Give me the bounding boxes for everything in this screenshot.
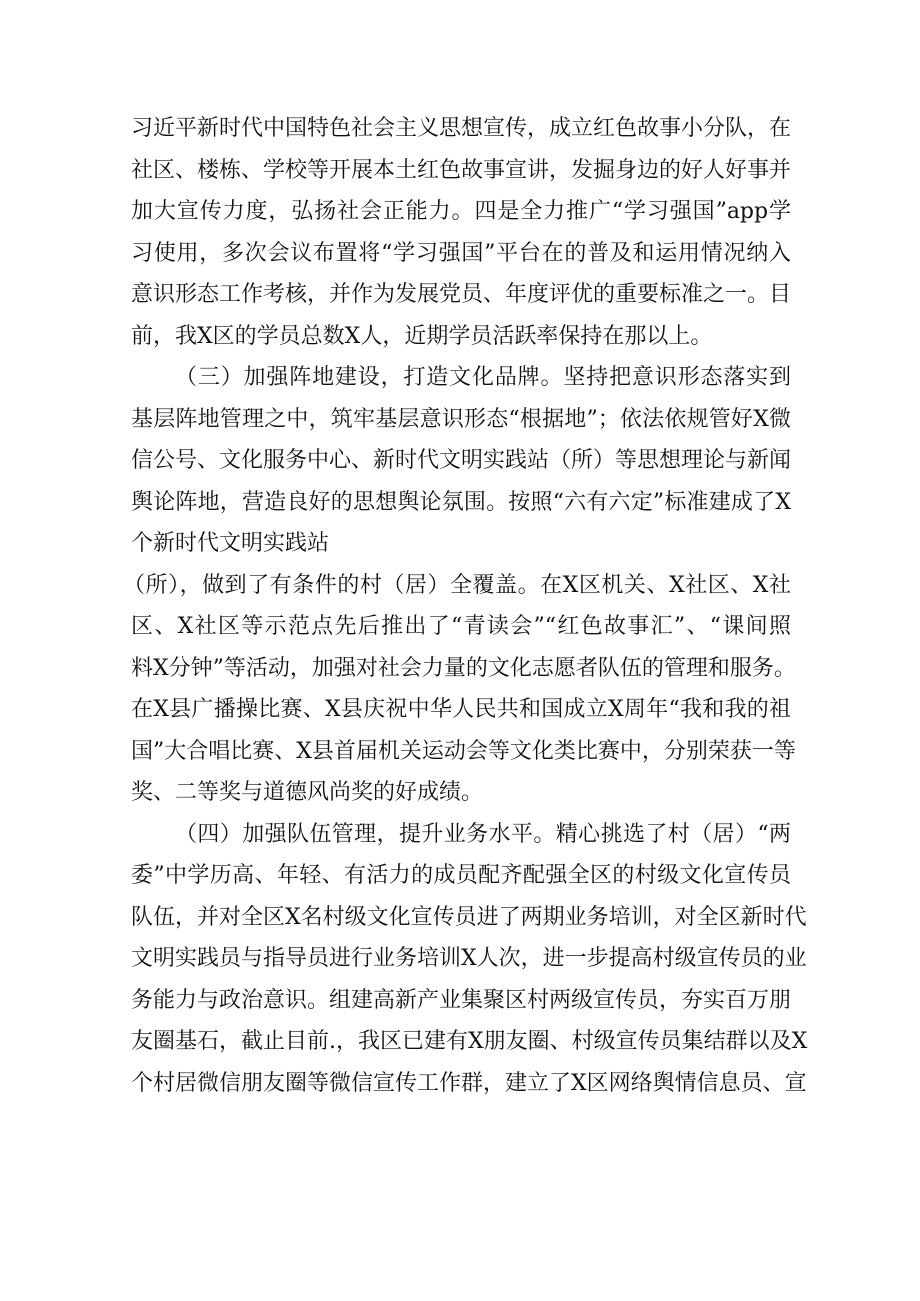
text-line: 社区、楼栋、学校等开展本土红色故事宣讲，发掘身边的好人好事并 [131,157,792,183]
text-line: 国”大合唱比赛、X县首届机关运动会等文化类比赛中，分别荣获一等 [131,738,796,764]
paragraph-1 [131,108,791,357]
text-line: 信公号、文化服务中心、新时代文明实践站（所）等思想理论与新闻 [131,448,792,473]
document-body [123,108,808,1104]
text-line: 意识形态工作考核，并作为发展党员、年度评优的重要标准之一。目 [131,282,792,307]
text-line: 习近平新时代中国特色社会主义思想宣传，成立红色故事小分队，在 [131,116,792,141]
text-line: 队伍，并对全区X名村级文化宣传员进了两期业务培训，对全区新时代 [131,904,807,930]
text-line: （所），做到了有条件的村（居）全覆盖。在X区机关、X社区、X社 [123,572,791,598]
paragraph-4 [131,814,808,1105]
text-line: （三）加强阵地建设，打造文化品牌。坚持把意识形态落实到 [175,365,791,390]
text-line: （四）加强队伍管理，提升业务水平。精心挑选了村（居）“两 [175,821,791,847]
text-line: 在X县广播操比赛、X县庆祝中华人民共和国成立X周年“我和我的祖 [131,697,791,722]
text-line: 基层阵地管理之中，筑牢基层意识形态“根据地”；依法依规管好X微 [131,406,791,432]
paragraph-3 [123,565,796,814]
paragraph-2 [131,357,791,565]
text-line: 个村居微信朋友圈等微信宣传工作群，建立了X区网络舆情信息员、宣 [131,1070,807,1096]
text-line: 习使用，多次会议布置将“学习强国”平台在的普及和运用情况纳入 [131,240,791,266]
text-line: 加大宣传力度，弘扬社会正能力。四是全力推广“学习强国”app学 [131,199,791,224]
text-line: 务能力与政治意识。组建高新产业集聚区村两级宣传员，夯实百万朋 [131,987,792,1013]
text-line: 区、X社区等示范点先后推出了“青读会”“红色故事汇”、“课间照 [131,614,791,639]
text-line: 前，我X区的学员总数X人，近期学员活跃率保持在那以上。 [131,323,713,349]
text-line: 友圈基石，截止目前.，我区已建有X朋友圈、村级宣传员集结群以及X [131,1029,808,1054]
text-line: 个新时代文明实践站 [131,531,330,556]
text-line: 舆论阵地，营造良好的思想舆论氛围。按照“六有六定”标准建成了X [131,489,791,515]
text-line: 委”中学历高、年轻、有活力的成员配齐配强全区的村级文化宣传员 [131,863,791,888]
text-line: 料X分钟”等活动，加强对社会力量的文化志愿者队伍的管理和服务。 [131,655,796,681]
text-line: 文明实践员与指导员进行业务培训X人次，进一步提高村级宣传员的业 [131,946,807,971]
text-line: 奖、二等奖与道德风尚奖的好成绩。 [131,780,484,805]
